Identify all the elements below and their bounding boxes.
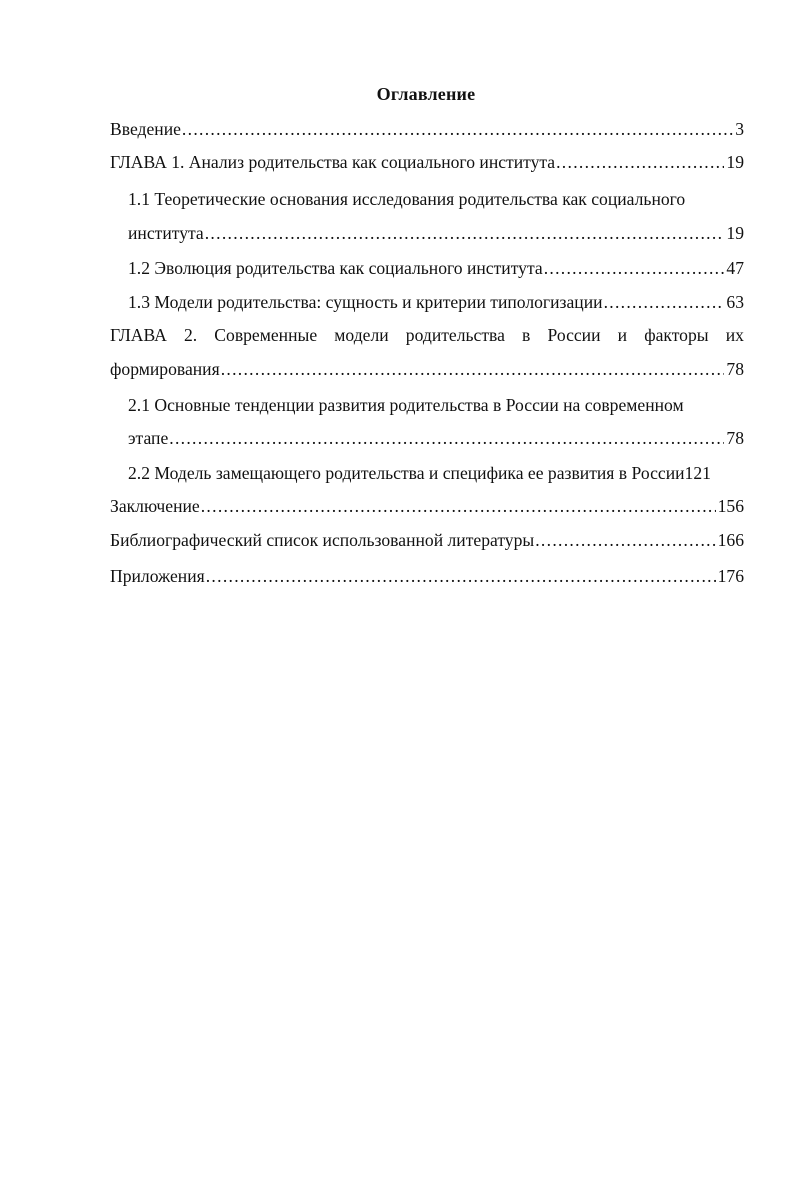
justified-word: Современные: [214, 325, 318, 345]
justified-word: факторы: [644, 325, 709, 345]
dot-leader: [604, 289, 725, 315]
toc-entry-conclusion[interactable]: [110, 493, 744, 519]
toc-page-number: 176: [717, 566, 744, 586]
dot-leader: [201, 493, 716, 519]
toc-page-number: 3: [735, 119, 744, 139]
toc-entry-text: 2.2 Модель замещающего родительства и специфика ее развития в России: [128, 463, 685, 483]
toc-page-number: 47: [726, 258, 744, 278]
dot-leader: [182, 116, 733, 142]
justified-word: модели: [334, 325, 389, 345]
toc-entry-text: Заключение: [110, 496, 200, 516]
toc-entry-chapter-1[interactable]: [110, 149, 744, 175]
toc-entry-text: формирования: [110, 359, 220, 379]
toc-entry-bibliography[interactable]: [110, 527, 744, 553]
toc-page-number: 19: [726, 223, 744, 243]
dot-leader: [205, 220, 725, 246]
toc-title: Оглавление: [376, 84, 476, 104]
dot-leader: [535, 527, 715, 553]
toc-page-number: 166: [717, 530, 744, 550]
justified-word: России: [547, 325, 601, 345]
justified-word: ГЛАВА: [110, 325, 167, 345]
toc-entry-1-3[interactable]: [128, 289, 744, 315]
toc-entry-2-2[interactable]: [128, 460, 744, 486]
dot-leader: [556, 149, 724, 175]
justified-word: 2.: [183, 325, 198, 345]
justified-word: и: [617, 325, 628, 345]
justified-word: родительства: [405, 325, 505, 345]
toc-entry-chapter-2[interactable]: [110, 356, 744, 382]
toc-entry-text: Приложения: [110, 566, 205, 586]
toc-entry-2-1[interactable]: [128, 425, 744, 451]
dot-leader: [169, 425, 724, 451]
toc-page-number: 78: [726, 359, 744, 379]
toc-entry-intro[interactable]: [110, 116, 744, 142]
toc-entry-1-1[interactable]: [128, 220, 744, 246]
toc-page-number: 19: [726, 152, 744, 172]
justified-word: их: [725, 325, 744, 345]
toc-page-number: 156: [717, 496, 744, 516]
toc-entry-1-1-line1[interactable]: 1.1 Теоретические основания исследования родительства как социального: [128, 189, 686, 209]
dot-leader: [206, 563, 716, 589]
toc-entry-appendices[interactable]: [110, 563, 744, 589]
toc-entry-text: 1.3 Модели родительства: сущность и критерии типологизации: [128, 292, 603, 312]
toc-entry-2-1-line1[interactable]: 2.1 Основные тенденции развития родительства в России на современном: [128, 395, 684, 415]
dot-leader: [221, 356, 725, 382]
toc-entry-text: Введение: [110, 119, 181, 139]
dot-leader: [544, 255, 725, 281]
toc-page-number: 63: [726, 292, 744, 312]
toc-entry-text: ГЛАВА 1. Анализ родительства как социального института: [110, 152, 556, 172]
toc-entry-text: этапе: [128, 428, 169, 448]
toc-entry-chapter-2-line1[interactable]: [110, 322, 744, 348]
toc-page-number: 121: [684, 463, 711, 483]
toc-entry-text: института: [128, 223, 204, 243]
toc-page-number: 78: [726, 428, 744, 448]
toc-entry-text: 1.2 Эволюция родительства как социального института: [128, 258, 543, 278]
toc-entry-1-2[interactable]: [128, 255, 744, 281]
toc-entry-text: Библиографический список использованной литературы: [110, 530, 535, 550]
justified-word: в: [522, 325, 531, 345]
